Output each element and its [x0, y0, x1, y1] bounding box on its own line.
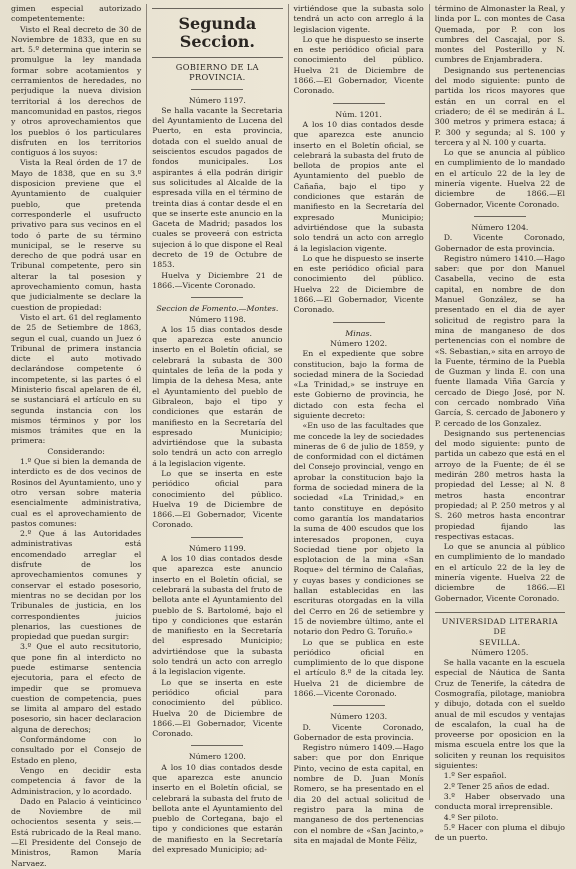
- column-2: [146, 4, 287, 855]
- column-4: [429, 4, 570, 843]
- paragraph: término de Almonaster la Real, y linda por L. con montes de Casa Quemada, por P. con los cumbres del Cascajal, por S. montes del Posterillo y N. cumbres de Enjambradera.: [434, 4, 565, 65]
- divider: [435, 612, 565, 613]
- paragraph: Lo que se anuncia al público en cumplimiento de lo mandado en el artículo 22 de la ley de minería vigente. Huelva 22 de diciembre de 1866.—El Gobernador, Vicente Coronado.: [434, 148, 565, 209]
- paragraph: D. Vicente Coronado, Gobernador de esta provincia.: [434, 233, 565, 253]
- paragraph: A los 10 dias contados desde que aparezca este anuncio inserto en el Boletín oficial, se celebrará la subasta del fruto de bellota de propios ante el Ayuntamiento del pueblo de Cañaña, bajo el tipo y condiciones que estarán de manifiesto en la Secretaría del expresado Municipio; advirtiéndose que la subasta solo tendrá un acto con arreglo á la legislacion vigente.: [293, 119, 424, 253]
- paragraph: 4.º Ser piloto.: [443, 812, 499, 822]
- paragraph: Vista la Real órden de 17 de Mayo de 1838, que en su 3.º disposicion previene que el Ayuntamiento de cualquier pueblo, que pretenda corresponderle el usufructo privativo para sus vecinos en el todo ó parte de su término municipal, se le reserve su derecho de que podrá usar en Tribunal competente, pero sin alterar la tal posesion y aprovechamiento comun, hasta que judicialmente se declare la cuestion de propiedad:: [11, 158, 142, 312]
- column-3: [288, 4, 429, 845]
- section-header: SEVILLA.: [479, 637, 521, 647]
- divider: [191, 89, 243, 90]
- paragraph: 2.º Que á las Autoridades administrativas está encomendado arreglar el disfrute de los aprovechamientos comunes y conservar el estado posesorio, mientras no se decidan por los Tribunales de justicia, en los correspondientes juicios plenarios, las cuestiones de propiedad que puedan surgir:: [11, 529, 142, 642]
- paragraph: Dado en Palacio á veinticinco de Noviembre de mil ochocientos sesenta y seis.—Está rubricado de la Real mano.—El Presidente del Consejo de Ministros, Ramon María Narvaez.: [11, 796, 142, 868]
- paragraph: Registro número 1409.—Hago saber: que por don Enrique Pinto, vecino de esta capital, en nombre de D. Juan Monís Romero, se ha presentado en el dia 20 del actual solicitud de registro para la mina de manganeso de dos pertenencias con el nombre de «San Jacinto,» sita en majadal de Monte Féliz,: [293, 743, 424, 845]
- divider: [191, 297, 243, 298]
- paragraph: D. Vicente Coronado, Gobernador de esta provincia.: [293, 722, 424, 742]
- paragraph: Lo que se publica en este periódico oficial en cumplimiento de lo que dispone el artículo 8.º de la citada ley. Huelva 21 de diciembre de 1866.—Vicente Coronado.: [293, 637, 424, 698]
- divider: [333, 103, 385, 104]
- divider: [333, 705, 385, 706]
- notice-number: Número 1200.: [188, 752, 246, 762]
- columns: [6, 4, 570, 868]
- paragraph: virtiéndose que la subasta solo tendrá un acto con arreglo á la legislacion vigente.: [293, 4, 424, 34]
- paragraph: A los 15 dias contados desde que aparezca este anuncio inserto en el Boletín oficial, se celebrará la subasta de 300 quintales de leña de la poda y limpia de la dehesa Mesa, ante el Ayuntamiento del pueblo de Gibraleon, bajo el tipo y condiciones que estarán de manifiesto en la Secretaría del espresado Municipio; advirtiéndose que la subasta solo tendrá un acto con arreglo á la legislacion vigente.: [152, 324, 283, 468]
- paragraph: Designando sus pertenencias del modo siguiente: punto de partida un cabezo que está en el arroyo de la Fuente; de él se medirán 280 metros hasta la propiedad del Lesse; al N. 8 metros hasta encontrar propiedad; al P. 250 metros y al S. 260 metros hasta encontrar propiedad fijando las respectivas estacas.: [434, 428, 565, 541]
- paragraph: Considerando:: [47, 446, 105, 456]
- paragraph: 2.º Tener 25 años de edad.: [443, 781, 550, 791]
- paragraph: Registro número 1410.—Hago saber: que por don Manuel Casabella, vecino de esta capital, en nombre de don Manuel González, se ha presentado en el dia de ayer solicitud de registro para la mina de manganeso de dos pertenencias con el nombre de «S. Sebastian,» sita en arroyo de la Fuente, término de la Puebla de Guzman y linda E. con una fuente llamada Viña García y cercado de Diego José, por N. con cercado nombrado Viña García, S. cercado de Jabonero y P. cercado de los Gonzalez.: [434, 253, 566, 428]
- paragraph: 1.º Que si bien la demanda de interdicto es de dos vecinos de Rosinos del Ayuntamiento, uno y otro versan sobre materia esencialmente administrativa, cual es el aprovechamiento de pastos comunes:: [11, 457, 142, 528]
- notice-number: Número 1205.: [471, 647, 529, 657]
- paragraph: Huelva y Diciembre 21 de 1866.—Vicente Coronado.: [152, 270, 283, 290]
- notice-number: Número 1198.: [188, 314, 246, 324]
- paragraph: En el expediente que sobre constitucion, bajo la forma de sociedad minera de la Sociedad «La Trinidad,» se instruye en este Gobierno de provincia, he dictado con esta fecha el siguiente decreto:: [293, 349, 424, 420]
- notice-number: Núm. 1201.: [335, 109, 382, 119]
- paragraph: Visto el art. 61 del reglamento de 25 de Setiembre de 1863, segun el cual, cuando un Juez ó Tribunal de primera instancia dicte el auto motivado declarándose competente ó incompetente, si las partes ó el Ministerio fiscal apelaren de él, se sustanciará el artículo en su segunda instancia con los mismos términos y por los mismos trámites que en la primera:: [11, 312, 142, 446]
- notice-number: Número 1202.: [330, 338, 388, 348]
- paragraph: Designando sus pertenencias del modo siguiente: punto de partida los ricos mayores que están en un corral en el criadero; de él se medirán á L. 300 metros y primera estaca; á P. 300 y segunda; al S. 100 y tercera y al N. 100 y cuarta.: [434, 65, 565, 147]
- divider: [333, 322, 385, 323]
- paragraph: Lo que se inserta en este periódico oficial para conocimiento del público. Huelva 20 de Diciembre de 1866.—El Gobernador, Vicente Coronado.: [152, 677, 283, 739]
- paragraph: A los 10 dias contados desde que aparezca este anuncio inserto en el Boletín oficial, se celebrará la subasta del fruto de bellota ante el Ayuntamiento del pueblo de S. Bartolomé, bajo el tipo y condiciones que estarán de manifiesto en la Secretaría del espresado Municipio; advirtiéndose que la subasta solo tendrá un acto con arreglo á la legislacion vigente.: [152, 554, 283, 677]
- section-header: Minas.: [345, 328, 372, 338]
- paragraph: Lo que he dispuesto se inserte en este periódico oficial para conocimiento del público. Huelva 22 de Diciembre de 1866.—El Gobernador, Vicente Coronado.: [293, 253, 424, 315]
- paragraph: Visto el Real decreto de 30 de Noviembre de 1833, que en su art. 5.º determina que interin se promulgue la ley mandada formar sobre acotamientos y cerramientos de heredades, no perjudique la nueva division territorial á los derechos de mancomunidad en pastos, riegos y otros aprovechamientos que los pueblos ó los particulares disfruten en los territorios contiguos á los suyos:: [11, 24, 142, 158]
- paragraph: «En uso de las facultades que me concede la ley de sociedades mineras de 6 de julio de 1859, y de conformidad con el dictámen del Consejo provincial, vengo en aprobar la constitucion bajo la forma de sociedad minera de la sociedad «La Trinidad,» en tanto constituye en depósito como garantía los mandatarios la suma de 400 escudos que los interesados proponen, cuya Sociedad tiene por objeto la esplotacion de la mina «San Roque» del término de Calañas, y cuyas bases y condiciones se hallan establecidas en las escrituras otorgadas en la villa del Cerro en 26 de setiembre y 15 de noviembre último, ante el notario don Pedro G. Toruño.»: [293, 421, 424, 637]
- divider: [191, 745, 243, 746]
- paragraph: Vengo en decidir esta competencia á favor de la Administracion, y lo acordado.: [11, 765, 142, 796]
- paragraph: Conformándome con lo consultado por el Consejo de Estado en pleno,: [11, 735, 142, 765]
- section-title: Segunda Seccion.: [152, 8, 282, 58]
- paragraph: Lo que se inserta en este periódico oficial para conocimiento del público. Huelva 19 de Diciembre de 1866.—El Gobernador, Vicente Coronado.: [152, 468, 283, 530]
- notice-number: Número 1199.: [188, 543, 246, 553]
- notice-number: Número 1204.: [471, 222, 529, 232]
- section-subtitle: GOBIERNO DE LA PROVINCIA.: [175, 62, 259, 83]
- paragraph: 1.º Ser español.: [443, 771, 507, 781]
- paragraph: Lo que se anuncia al público en cumplimiento de lo mandado en el artículo 22 de la ley de minería vigente. Huelva 22 de diciembre de 1866.—El Gobernador, Vicente Coronado.: [434, 542, 565, 603]
- section-header: UNIVERSIDAD LITERARIA DE: [441, 616, 559, 637]
- paragraph: 3.º Haber observado una conducta moral irreprensible.: [434, 791, 565, 812]
- paragraph: gimen especial autorizado competentemente:: [11, 4, 142, 24]
- notice-number: Número 1197.: [188, 95, 246, 105]
- notice-number: Número 1203.: [330, 712, 388, 722]
- paragraph: 3.º Que el auto recsitutorio, que pone fin al interdicto no puede estimarse sentencia ejecutoria, para el efecto de impedir que se promueva cuestion de competencia, pues se limita al amparo del estado posesorio, sin hacer declaracion alguna de derechos;: [11, 642, 142, 734]
- divider: [474, 216, 526, 217]
- paragraph: A los 10 dias contados desde que aparezca este anuncio inserto en el Boletín oficial, se celebrará la subasta del fruto de bellota ante el Ayuntamiento del pueblo de Cortegana, bajo el tipo y condiciones que estarán de manifiesto en la Secretaría del expresado Municipio; ad-: [152, 762, 283, 855]
- column-1: [6, 4, 146, 868]
- paragraph: Se halla vacante la Secretaria del Ayuntamiento de Lucena del Puerto, en esta provincia, dotada con el sueldo anual de seiscientos escudos pagados de fondos municipales. Los aspirantes á ella podrán dirigir sus solicitudes al Alcalde de la espresada villa en el término de treinta dias á contar desde el en que se inserte este anuncio en la Gaceta de Madrid; pasados los cuales se proveerá con estricta sujecion á lo que dispone el Real decreto de 19 de Octubre de 1853.: [152, 105, 283, 270]
- paragraph: 5.º Hacer con pluma el dibujo de un puerto.: [434, 822, 565, 843]
- paragraph: Se halla vacante en la escuela especial de Náutica de Santa Cruz de Tenerife, la cátedra de Cosmografía, pilotage, maniobra y dibujo, dotada con el sueldo anual de mil escudos y ventajas de escalafon, la cual ha de proveerse por oposicion en la misma escuela entre los que la soliciten y reunan los requisitos siguientes:: [434, 658, 565, 771]
- section-header: Seccion de Fomento.—Montes.: [156, 304, 279, 314]
- paragraph: Lo que he dispuesto se inserte en este periódico oficial para conocimiento del público. Huelva 21 de Diciembre de 1866.—El Gobernador, Vicente Coronado.: [293, 34, 424, 96]
- divider: [191, 537, 243, 538]
